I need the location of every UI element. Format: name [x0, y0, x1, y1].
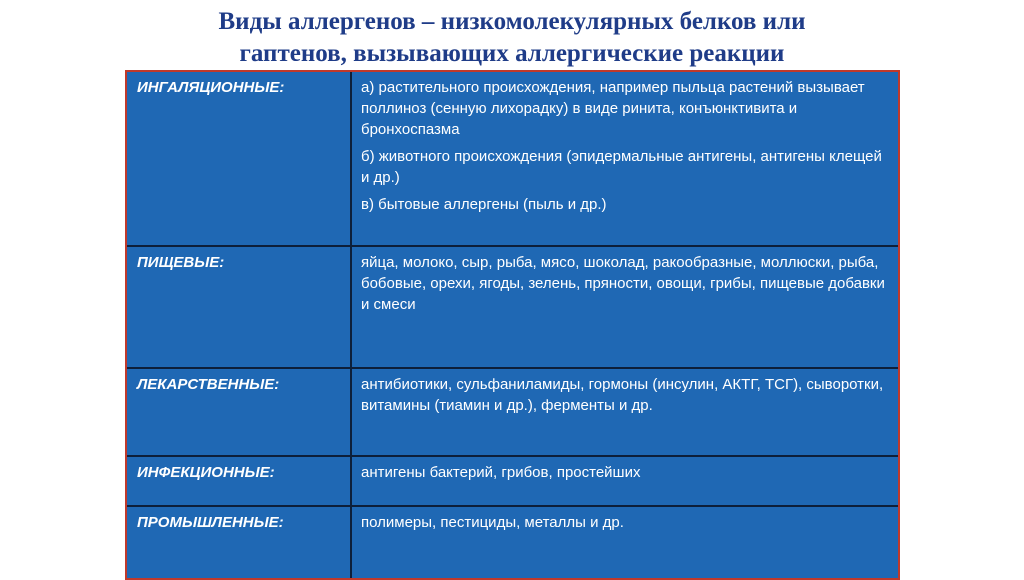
- table-row-inhalation: [127, 72, 898, 246]
- description-cell: [351, 72, 898, 246]
- description-item: яйца, молоко, сыр, рыба, мясо, шоколад, ракообразные, моллюски, рыба, бобовые, орехи, ягоды, зелень, пряности, овощи, грибы, пищевые добавки и смеси: [361, 254, 885, 313]
- category-cell: ИНФЕКЦИОННЫЕ:: [127, 456, 351, 506]
- description-item: антигены бактерий, грибов, простейших: [361, 464, 641, 481]
- category-cell: ПРОМЫШЛЕННЫЕ:: [127, 506, 351, 580]
- description-cell: [351, 456, 898, 506]
- category-cell: ЛЕКАРСТВЕННЫЕ:: [127, 368, 351, 456]
- category-cell: ПИЩЕВЫЕ:: [127, 246, 351, 368]
- table-row-food: [127, 246, 898, 368]
- table-row-industrial: [127, 506, 898, 580]
- description-item: полимеры, пестициды, металлы и др.: [361, 514, 624, 531]
- title-line-1: Виды аллергенов – низкомолекулярных белков или: [218, 8, 806, 35]
- allergen-table: [125, 70, 900, 580]
- category-cell: ИНГАЛЯЦИОННЫЕ:: [127, 72, 351, 246]
- table-row-infectious: [127, 456, 898, 506]
- description-cell: [351, 506, 898, 580]
- description-item: б) животного происхождения (эпидермальные антигены, антигены клещей и др.): [361, 148, 882, 186]
- description-item: в) бытовые аллергены (пыль и др.): [361, 196, 607, 213]
- description-item: а) растительного происхождения, например пыльца растений вызывает поллиноз (сенную лихорадку) в виде ринита, конъюнктивита и бронхоспазма: [361, 79, 865, 138]
- description-cell: [351, 368, 898, 456]
- page-title: [0, 6, 1024, 70]
- description-cell: [351, 246, 898, 368]
- table-row-medicinal: [127, 368, 898, 456]
- title-line-2: гаптенов, вызывающих аллергические реакции: [239, 40, 785, 67]
- description-item: антибиотики, сульфаниламиды, гормоны (инсулин, АКТГ, ТСГ), сыворотки, витамины (тиамин и др.), ферменты и др.: [361, 376, 884, 414]
